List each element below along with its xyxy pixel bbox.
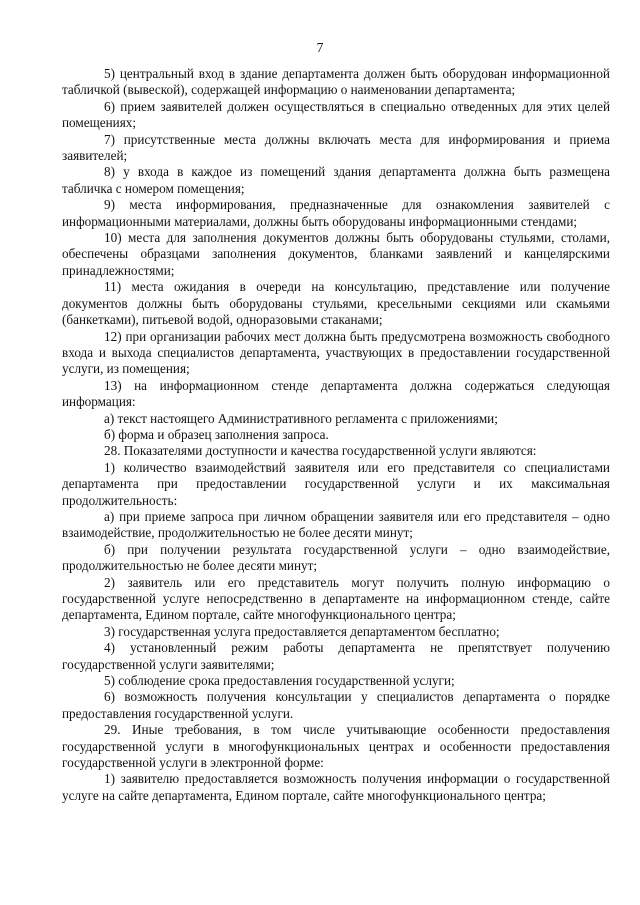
paragraph: 6) возможность получения консультации у специалистов департамента о порядке предоставления государственной услуги.: [62, 689, 610, 721]
paragraph: а) текст настоящего Административного регламента с приложениями;: [104, 410, 498, 426]
paragraph: б) при получении результата государственной услуги – одно взаимодействие, продолжительностью не более десяти минут;: [62, 541, 610, 574]
paragraph: 5) центральный вход в здание департамента должен быть оборудован информационной табличкой (вывеской), содержащей информацию о наименовании департамента;: [62, 66, 610, 98]
paragraph: б) форма и образец заполнения запроса.: [104, 426, 329, 442]
paragraph: а) при приеме запроса при личном обращении заявителя или его представителя – одно взаимодействие, продолжительностью не более десяти минут;: [62, 508, 610, 541]
paragraph: 7) присутственные места должны включать места для информирования и приема заявителей;: [62, 131, 610, 164]
section-heading-29: 29. Иные требования, в том числе учитывающие особенности предоставления государственной услуги в многофункциональных центрах и особенности предоставления государственной услуги в электронной форме:: [62, 722, 610, 771]
page-number: 7: [316, 40, 324, 55]
paragraph: 12) при организации рабочих мест должна быть предусмотрена возможность свободного входа и выхода специалистов департамента, участвующих в предоставлении государственной услуги, из помещения;: [62, 328, 610, 377]
paragraph: 8) у входа в каждое из помещений здания департамента должна быть размещена табличка с номером помещения;: [62, 164, 610, 196]
paragraph: 1) количество взаимодействий заявителя или его представителя со специалистами департамента при предоставлении государственной услуги и их максимальная продолжительность:: [62, 459, 610, 508]
paragraph: 9) места информирования, предназначенные для ознакомления заявителей с информационными материалами, должны быть оборудованы информационными стендами;: [62, 197, 610, 229]
paragraph: 2) заявитель или его представитель могут получить полную информацию о государственной услуге непосредственно в департаменте на информационном стенде, сайте департамента, Едином портале, сайте многофункционального центра;: [62, 574, 610, 623]
section-heading-28: 28. Показателями доступности и качества государственной услуги являются:: [104, 443, 537, 459]
paragraph: 4) установленный режим работы департамента не препятствует получению государственной услуги заявителями;: [62, 640, 610, 672]
paragraph: 13) на информационном стенде департамента должна содержаться следующая информация:: [62, 377, 610, 410]
paragraph: 11) места ожидания в очереди на консультацию, представление или получение документов должны быть оборудованы стульями, кресельными секциями или скамьями (банкетками), питьевой водой, одноразовыми стаканами;: [62, 279, 610, 328]
paragraph: 3) государственная услуга предоставляется департаментом бесплатно;: [104, 623, 500, 639]
paragraph: 1) заявителю предоставляется возможность получения информации о государственной услуге на сайте департамента, Едином портале, сайте многофункционального центра;: [62, 771, 610, 803]
paragraph: 5) соблюдение срока предоставления государственной услуги;: [104, 673, 455, 689]
document-body: [62, 66, 610, 804]
paragraph: 6) прием заявителей должен осуществляться в специально отведенных для этих целей помещениях;: [62, 98, 610, 131]
paragraph: 10) места для заполнения документов должны быть оборудованы стульями, столами, обеспечены образцами заполнения документов, бланками заявлений и канцелярскими принадлежностями;: [62, 230, 610, 278]
